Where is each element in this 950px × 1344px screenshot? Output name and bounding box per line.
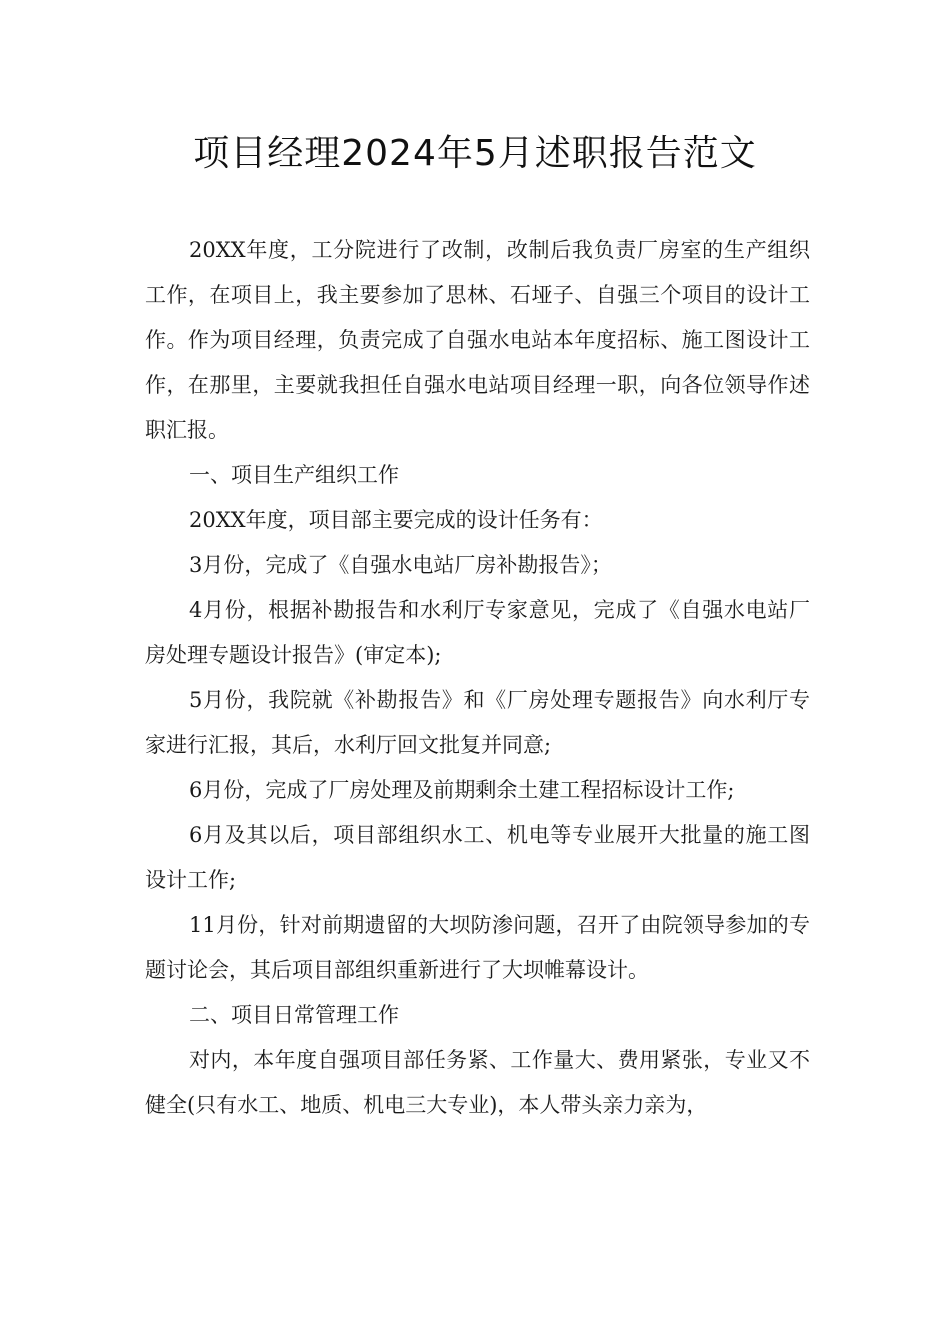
paragraph: 20XX年度，项目部主要完成的设计任务有：	[189, 508, 603, 532]
list-item: 5月份，我院就《补勘报告》和《厂房处理专题报告》向水利厅专家进行汇报，其后，水利厅回文批复并同意;	[145, 688, 810, 757]
list-item: 4月份，根据补勘报告和水利厅专家意见，完成了《自强水电站厂房处理专题设计报告》(审定本);	[145, 598, 810, 667]
list-item: 11月份，针对前期遗留的大坝防渗问题，召开了由院领导参加的专题讨论会，其后项目部组织重新进行了大坝帷幕设计。	[145, 913, 810, 982]
paragraph-intro: 20XX年度，工分院进行了改制，改制后我负责厂房室的生产组织工作，在项目上，我主要参加了思林、石垭子、自强三个项目的设计工作。作为项目经理，负责完成了自强水电站本年度招标、施工图设计工作，在那里，主要就我担任自强水电站项目经理一职，向各位领导作述职汇报。	[145, 238, 810, 442]
list-item: 6月及其以后，项目部组织水工、机电等专业展开大批量的施工图设计工作;	[145, 823, 810, 892]
list-item: 3月份，完成了《自强水电站厂房补勘报告》；	[189, 553, 612, 577]
document-body	[145, 228, 810, 1128]
section-heading-2: 二、项目日常管理工作	[189, 1003, 399, 1027]
section-heading-1: 一、项目生产组织工作	[189, 463, 399, 487]
list-item: 6月份，完成了厂房处理及前期剩余土建工程招标设计工作;	[189, 778, 735, 802]
paragraph: 对内，本年度自强项目部任务紧、工作量大、费用紧张，专业又不健全(只有水工、地质、机电三大专业)，本人带头亲力亲为，	[145, 1048, 810, 1117]
document-title: 项目经理2024年5月述职报告范文	[193, 133, 757, 174]
